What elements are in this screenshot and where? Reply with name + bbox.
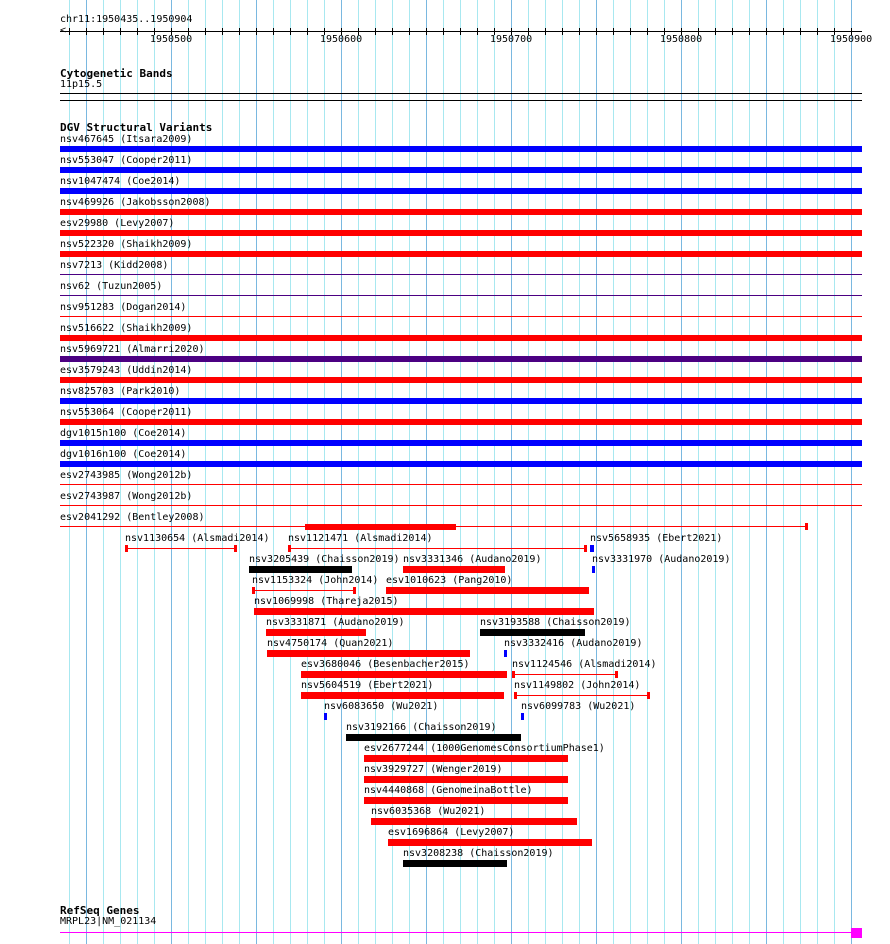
variant-line[interactable] (252, 590, 356, 591)
grid-line (358, 0, 359, 944)
grid-line (834, 0, 835, 944)
variant-label[interactable]: nsv1069998 (Thareja2015) (254, 596, 399, 607)
variant-end-cap (647, 692, 650, 699)
variant-bar[interactable] (249, 566, 353, 573)
grid-line (783, 0, 784, 944)
variant-label[interactable]: nsv62 (Tuzun2005) (60, 281, 163, 292)
ruler-tick (766, 28, 767, 35)
grid-line (613, 0, 614, 944)
variant-bar[interactable] (60, 167, 862, 173)
variant-bar[interactable] (60, 440, 862, 446)
ruler-tick (817, 28, 818, 35)
variant-bar[interactable] (60, 316, 862, 317)
variant-bar[interactable] (254, 608, 594, 615)
ruler-tick (392, 28, 393, 35)
cytogenetic-track-title: Cytogenetic Bands (60, 67, 173, 80)
variant-bar[interactable] (371, 818, 577, 825)
gene-label[interactable]: MRPL23|NM_021134 (60, 916, 157, 927)
variant-label[interactable]: nsv6099783 (Wu2021) (521, 701, 636, 712)
variant-line[interactable] (288, 548, 587, 549)
ruler-tick (137, 28, 138, 35)
gene-exon[interactable] (851, 928, 862, 938)
variant-bar[interactable] (60, 146, 862, 152)
grid-line (341, 0, 342, 944)
variant-bar[interactable] (60, 377, 862, 383)
grid-line (749, 0, 750, 944)
variant-bar[interactable] (346, 734, 521, 741)
variant-bar[interactable] (60, 398, 862, 404)
variant-label[interactable]: esv1010623 (Pang2010) (386, 575, 513, 586)
ruler-tick (562, 28, 563, 35)
variant-bar[interactable] (266, 629, 366, 636)
variant-label[interactable]: nsv6035368 (Wu2021) (371, 806, 486, 817)
variant-bar[interactable] (364, 776, 568, 783)
ruler-tick (375, 28, 376, 35)
variant-label[interactable]: nsv3208238 (Chaisson2019) (403, 848, 554, 859)
variant-bar[interactable] (60, 230, 862, 236)
variant-start-cap (125, 545, 128, 552)
variant-bar[interactable] (60, 505, 862, 506)
variant-bar[interactable] (60, 335, 862, 341)
variant-bar[interactable] (60, 209, 862, 215)
grid-line (732, 0, 733, 944)
ruler-tick (256, 28, 257, 35)
ruler-tick-label: 1950800 (660, 34, 703, 45)
variant-start-cap (252, 587, 255, 594)
ruler-tick (409, 28, 410, 35)
cytoband-label[interactable]: 11p15.5 (60, 79, 103, 90)
variant-label[interactable]: esv29980 (Levy2007) (60, 218, 175, 229)
variant-label[interactable]: nsv4440868 (GenomeinaBottle) (364, 785, 533, 796)
ruler-tick (783, 28, 784, 35)
ruler-tick (426, 28, 427, 35)
ruler-tick (732, 28, 733, 35)
ruler-tick (443, 28, 444, 35)
variant-label[interactable]: nsv5969721 (Almarri2020) (60, 344, 205, 355)
grid-line (800, 0, 801, 944)
variant-label[interactable]: esv3579243 (Uddin2014) (60, 365, 193, 376)
ruler-tick (86, 28, 87, 35)
variant-label[interactable]: nsv3192166 (Chaisson2019) (346, 722, 497, 733)
grid-line (205, 0, 206, 944)
variant-bar[interactable] (301, 692, 503, 699)
variant-bar[interactable] (590, 545, 593, 552)
variant-bar[interactable] (364, 797, 568, 804)
ruler-tick (273, 28, 274, 35)
variant-bar[interactable] (364, 755, 568, 762)
variant-end-cap (234, 545, 237, 552)
variant-bar[interactable] (305, 524, 456, 530)
variant-label[interactable]: nsv1124546 (Alsmadi2014) (512, 659, 657, 670)
variant-label[interactable]: nsv3205439 (Chaisson2019) (249, 554, 400, 565)
variant-label[interactable]: nsv6083650 (Wu2021) (324, 701, 439, 712)
variant-bar[interactable] (403, 566, 505, 573)
variant-bar[interactable] (301, 671, 507, 678)
grid-line (324, 0, 325, 944)
variant-label[interactable]: esv3680046 (Besenbacher2015) (301, 659, 470, 670)
ruler-tick (715, 28, 716, 35)
variant-label[interactable]: nsv3332416 (Audano2019) (504, 638, 643, 649)
ruler-tick-label: 1950500 (150, 34, 193, 45)
ruler-tick (222, 28, 223, 35)
ruler-tick (630, 28, 631, 35)
variant-bar[interactable] (60, 188, 862, 194)
left-arrow-icon[interactable]: < (60, 25, 67, 36)
variant-start-cap (512, 671, 515, 678)
grid-line (256, 0, 257, 944)
ruler-tick (205, 28, 206, 35)
variant-label[interactable]: esv2677244 (1000GenomesConsortiumPhase1) (364, 743, 605, 754)
grid-line (239, 0, 240, 944)
variant-bar[interactable] (388, 839, 592, 846)
ruler-tick-label: 1950600 (320, 34, 363, 45)
grid-line (681, 0, 682, 944)
variant-label[interactable]: nsv1153324 (John2014) (252, 575, 379, 586)
gene-intron-line[interactable] (60, 932, 852, 933)
variant-label[interactable]: nsv5604519 (Ebert2021) (301, 680, 434, 691)
grid-line (851, 0, 852, 944)
variant-label[interactable]: nsv3331871 (Audano2019) (266, 617, 405, 628)
variant-end-cap (353, 587, 356, 594)
variant-bar[interactable] (60, 461, 862, 467)
variant-bar[interactable] (60, 251, 862, 257)
ruler-tick-label: 1950700 (490, 34, 533, 45)
variant-bar[interactable] (504, 650, 507, 657)
ruler-axis (60, 31, 862, 32)
variant-label[interactable]: nsv522320 (Shaikh2009) (60, 239, 193, 250)
grid-line (647, 0, 648, 944)
ruler-tick (103, 28, 104, 35)
variant-label[interactable]: dgv1016n100 (Coe2014) (60, 449, 187, 460)
ruler-tick (749, 28, 750, 35)
variant-label[interactable]: nsv553047 (Cooper2011) (60, 155, 193, 166)
ruler-tick (477, 28, 478, 35)
variant-label[interactable]: esv1696864 (Levy2007) (388, 827, 515, 838)
ruler-tick (800, 28, 801, 35)
variant-bar[interactable] (267, 650, 469, 657)
ruler-tick (290, 28, 291, 35)
cytoband-line-top (60, 93, 862, 94)
ruler-tick (596, 28, 597, 35)
variant-end-cap (805, 523, 808, 530)
variant-end-cap (615, 671, 618, 678)
variant-label[interactable]: nsv3929727 (Wenger2019) (364, 764, 503, 775)
variant-label[interactable]: nsv553064 (Cooper2011) (60, 407, 193, 418)
variant-label[interactable]: nsv825703 (Park2010) (60, 386, 181, 397)
ruler-tick (239, 28, 240, 35)
variant-bar[interactable] (403, 860, 507, 867)
variant-bar[interactable] (60, 419, 862, 425)
ruler-tick (69, 28, 70, 35)
location-label: chr11:1950435..1950904 (60, 14, 193, 25)
variant-bar[interactable] (60, 295, 862, 296)
grid-line (630, 0, 631, 944)
variant-label[interactable]: nsv3331346 (Audano2019) (403, 554, 542, 565)
variant-bar[interactable] (386, 587, 588, 594)
variant-bar[interactable] (592, 566, 595, 573)
variant-label[interactable]: esv2743987 (Wong2012b) (60, 491, 193, 502)
variant-label[interactable]: nsv1130654 (Alsmadi2014) (125, 533, 270, 544)
grid-line (596, 0, 597, 944)
variant-label[interactable]: nsv3331970 (Audano2019) (592, 554, 731, 565)
grid-line (290, 0, 291, 944)
variant-label[interactable]: dgv1015n100 (Coe2014) (60, 428, 187, 439)
ruler-tick (613, 28, 614, 35)
variant-bar[interactable] (324, 713, 327, 720)
grid-line (766, 0, 767, 944)
variant-label[interactable]: nsv469926 (Jakobsson2008) (60, 197, 211, 208)
variant-label[interactable]: nsv3193588 (Chaisson2019) (480, 617, 631, 628)
grid-line (698, 0, 699, 944)
variant-start-cap (514, 692, 517, 699)
ruler-tick (307, 28, 308, 35)
grid-line (307, 0, 308, 944)
ruler-tick (579, 28, 580, 35)
variant-label[interactable]: nsv1149802 (John2014) (514, 680, 641, 691)
variant-end-cap (584, 545, 587, 552)
variant-label[interactable]: esv2041292 (Bentley2008) (60, 512, 205, 523)
variant-label[interactable]: nsv951283 (Dogan2014) (60, 302, 187, 313)
ruler-tick (647, 28, 648, 35)
variant-label[interactable]: esv2743985 (Wong2012b) (60, 470, 193, 481)
variant-label[interactable]: nsv4750174 (Quan2021) (267, 638, 394, 649)
grid-line (715, 0, 716, 944)
grid-line (222, 0, 223, 944)
variant-line[interactable] (125, 548, 237, 549)
variant-label[interactable]: nsv5658935 (Ebert2021) (590, 533, 723, 544)
variant-bar[interactable] (60, 274, 862, 275)
grid-line (579, 0, 580, 944)
ruler-tick (120, 28, 121, 35)
variant-label[interactable]: nsv467645 (Itsara2009) (60, 134, 193, 145)
variant-bar[interactable] (480, 629, 585, 636)
grid-line (817, 0, 818, 944)
variant-label[interactable]: nsv7213 (Kidd2008) (60, 260, 169, 271)
refseq-track-title: RefSeq Genes (60, 904, 140, 917)
cytoband-line-bottom (60, 100, 862, 101)
grid-line (273, 0, 274, 944)
variant-label[interactable]: nsv1121471 (Alsmadi2014) (288, 533, 433, 544)
variant-line[interactable] (512, 674, 617, 675)
ruler-tick (460, 28, 461, 35)
variant-line[interactable] (514, 695, 650, 696)
grid-line (664, 0, 665, 944)
dgv-track-title: DGV Structural Variants (60, 121, 213, 134)
variant-bar[interactable] (521, 713, 524, 720)
variant-bar[interactable] (60, 484, 862, 485)
ruler-tick (545, 28, 546, 35)
variant-label[interactable]: nsv1047474 (Coe2014) (60, 176, 181, 187)
variant-bar[interactable] (60, 356, 862, 362)
variant-start-cap (288, 545, 291, 552)
ruler-tick-label: 1950900 (830, 34, 873, 45)
variant-label[interactable]: nsv516622 (Shaikh2009) (60, 323, 193, 334)
